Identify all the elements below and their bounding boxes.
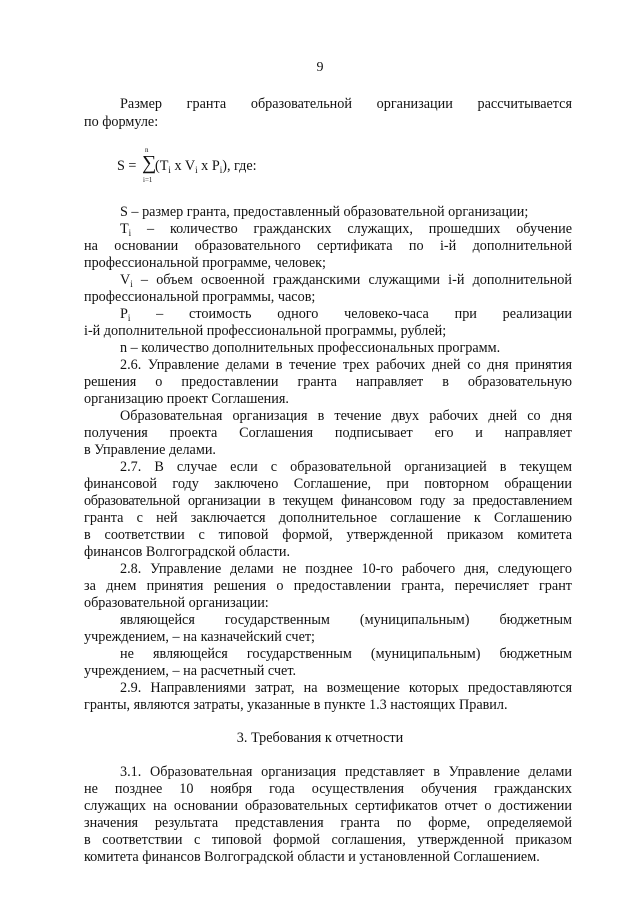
p28-line-5: учреждением, – на казначейский счет; xyxy=(84,629,316,645)
p28-line-3: образовательной организации: xyxy=(84,595,269,611)
p31-line-3: служащих на основании образовательных сертификатов отчет о достижении xyxy=(84,798,572,814)
p26-line-3: организацию проект Соглашения. xyxy=(84,391,289,407)
p28-line-7: учреждением, – на расчетный счет. xyxy=(84,663,296,679)
p31-line-1: 3.1. Образовательная организация представляет в Управление делами xyxy=(120,764,572,780)
p29-line-1: 2.9. Направлениями затрат, на возмещение которых предоставляются xyxy=(120,680,572,696)
p27-line-2: финансовой году заключено Соглашение, при повторном обращении xyxy=(84,476,572,492)
p28-line-4: являющейся государственным (муниципальным) бюджетным xyxy=(120,612,572,628)
formula-upper-limit: n xyxy=(145,146,149,154)
p26-line-4: Образовательная организация в течение двух рабочих дней со дня xyxy=(120,408,572,424)
p26-line-2: решения о предоставлении гранта направляет в образовательную xyxy=(84,374,572,390)
p28-line-1: 2.8. Управление делами не позднее 10-го рабочего дня, следующего xyxy=(120,561,572,577)
p31-line-6: комитета финансов Волгоградской области и установленной Соглашением. xyxy=(84,849,540,865)
def-v-cont: профессиональной программы, часов; xyxy=(84,289,316,305)
intro-line-1: Размер гранта образовательной организации рассчитывается xyxy=(120,96,572,112)
p27-line-4: гранта с ней заключается дополнительное соглашение к Соглашению xyxy=(84,510,572,526)
formula-body: ($T_i$ x $V_i$ x $P_i$), где: xyxy=(155,158,257,175)
def-t-cont-2: профессиональной программе, человек; xyxy=(84,255,326,271)
p28-line-6: не являющейся государственным (муниципальным) бюджетным xyxy=(120,646,572,662)
def-t-cont-1: на основании образовательного сертификата по i-й дополнительной xyxy=(84,238,572,254)
formula-sigma: ∑ xyxy=(142,152,157,174)
formula-lhs: S = xyxy=(117,158,137,174)
p27-line-1: 2.7. В случае если с образовательной организацией в текущем xyxy=(120,459,572,475)
p27-line-5: в соответствии с типовой формой, утвержденной приказом комитета xyxy=(84,527,572,543)
def-t: $T_i$ – количество гражданских служащих, прошедших обучение xyxy=(120,221,572,238)
p31-line-2: не позднее 10 ноября года осуществления обучения гражданских xyxy=(84,781,572,797)
p31-line-4: значения результата представления гранта по форме, определяемой xyxy=(84,815,572,831)
p28-line-2: за днем принятия решения о предоставлении гранта, перечисляет грант xyxy=(84,578,572,594)
def-p: $P_i$ – стоимость одного человеко-часа при реализации xyxy=(120,306,572,323)
p26-line-1: 2.6. Управление делами в течение трех рабочих дней со дня принятия xyxy=(120,357,572,373)
p26-line-5: получения проекта Соглашения подписывает его и направляет xyxy=(84,425,572,441)
section-heading: 3. Требования к отчетности xyxy=(236,730,404,746)
intro-line-2: по формуле: xyxy=(84,114,159,130)
def-v: $V_i$ – объем освоенной гражданскими служащими i-й дополнительной xyxy=(120,272,572,289)
p27-line-3: образовательной организации в текущем финансовом году за предоставлением xyxy=(84,493,572,509)
def-s: S – размер гранта, предоставленный образовательной организации; xyxy=(120,204,529,220)
p26-line-6: в Управление делами. xyxy=(84,442,216,458)
def-n: n – количество дополнительных профессиональных программ. xyxy=(120,340,501,356)
p29-line-2: гранты, являются затраты, указанные в пункте 1.3 настоящих Правил. xyxy=(84,697,508,713)
p31-line-5: в соответствии с типовой формой соглашения, утвержденной приказом xyxy=(84,832,572,848)
def-p-cont: i-й дополнительной профессиональной программы, рублей; xyxy=(84,323,447,339)
p27-line-6: финансов Волгоградской области. xyxy=(84,544,291,560)
page-number: 9 xyxy=(316,60,324,75)
formula-lower-limit: i=1 xyxy=(143,176,153,184)
